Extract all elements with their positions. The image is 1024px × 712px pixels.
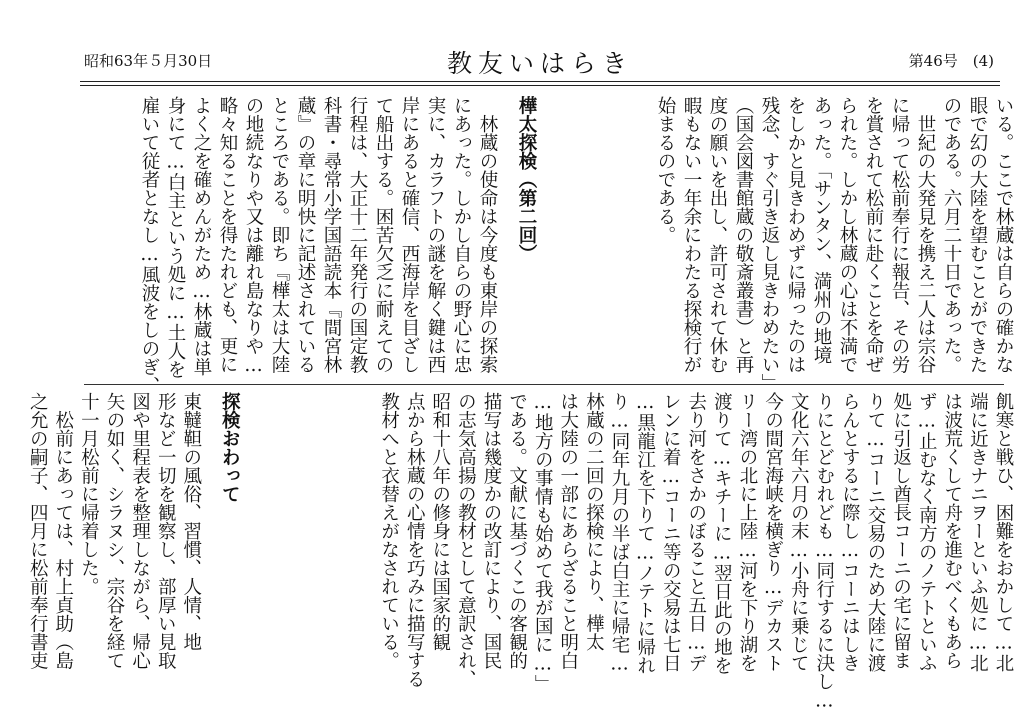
issue-date: 昭和63年５月30日: [84, 52, 213, 70]
section2-text-line: 矢の如く、シラヌシ、宗谷を経て: [104, 392, 125, 670]
section2-text-line: 松前にあっては、村上貞助（島: [52, 392, 74, 670]
lower-right-text-line: は大陸の一部にあらざること明白: [557, 392, 579, 670]
lower-right-text-line: である。文献に基づくこの客観的: [506, 392, 528, 670]
section1-text-line: にあった。しかし自らの野心に忠: [451, 96, 472, 374]
lower-right-text-line: り…同年九月の半ば白主に帰宅…: [609, 392, 630, 675]
upper-right-text-line: を賞されて松前に赴くことを命ぜ: [863, 96, 884, 374]
lower-right-text-line: ず…止むなく南方のノテトといふ: [916, 392, 938, 672]
upper-right-text-line: 度の願いを出し、許可されて休む: [707, 96, 728, 374]
section1-text-line: 身にて…白主という処に…土人を: [165, 96, 186, 379]
section1-text-line: て船出する。困苦欠乏に耐えての: [373, 96, 394, 374]
upper-right-text-line: 暇もない一年余にわたる探検行が: [681, 96, 702, 374]
upper-right-text-line: 眼で幻の大陸を望むことができた: [967, 96, 988, 374]
lower-right-text-line: りにとどむれども…同行するに決し…: [813, 392, 835, 712]
lower-right-text-line: 処に引返し酋長コーニの宅に留ま: [890, 392, 912, 670]
upper-right-text-line: 世紀の大発見を携え二人は宗谷: [915, 96, 936, 374]
section1-text-line: 岸にあると確信、西海岸を目ざし: [399, 96, 420, 374]
page-header: [80, 44, 1000, 78]
section1-text-line: よく之を確めんがため…林蔵は単: [191, 96, 212, 376]
upper-right-text-line: に帰って松前奉行に報告、その労: [889, 96, 910, 374]
newsletter-title: 教友いはらき: [446, 49, 633, 78]
section1-text-line: ところである。即ち『樺太は大陸: [269, 96, 290, 374]
section2-text-line: 図や里程表を整理しながら、帰心: [129, 392, 151, 670]
upper-right-text-line: のである。六月二十日であった。: [941, 96, 962, 374]
upper-right-text-line: あった。「サンタン、満州の地境: [811, 96, 832, 365]
lower-right-text-line: 飢寒と戦ひ、困難をおかして…北: [993, 392, 1014, 672]
section1-text-line: 林蔵の使命は今度も東岸の探索: [477, 96, 498, 374]
header-rule-thin: [80, 85, 1000, 86]
section2-text-line: 東韃靼の風俗、習慣、人情、地: [180, 392, 202, 651]
lower-right-text-line: りて…コーニ交易のため大陸に渡: [865, 392, 886, 672]
section1-text-line: 略々知ることを得たれども、更に: [217, 96, 238, 374]
lower-right-text-line: 点から林蔵の心情を巧みに描写する: [404, 392, 426, 688]
upper-right-text-line: をしかと見きわめずに帰ったのは: [785, 96, 806, 374]
upper-right-text-line: られた。しかし林蔵の心は不満で: [837, 96, 858, 374]
lower-right-text-line: …黒龍江を下りて…ノテトに帰れ: [634, 392, 656, 675]
lower-right-text-line: 今の間宮海峡を横ぎり…デカスト: [762, 392, 784, 672]
section1-text-heading: 樺太探検（第二回）: [516, 96, 537, 263]
lower-right-text-line: 去り河をさかのぼること五日…デ: [685, 392, 707, 672]
lower-right-text-line: らんとするに際し…コーニはしき: [839, 392, 861, 672]
lower-right-text-line: 端に近きナニヲーといふ処に…北: [967, 392, 989, 672]
upper-right-text-line: （国会図書館蔵の敬斎叢書）と再: [733, 96, 754, 374]
section1-text-line: 科書・尋常小学国語読本『間宮林: [321, 96, 342, 374]
lower-right-text-line: 文化六年六月の末…小舟に乗じて: [788, 392, 810, 672]
lower-right-text-line: 林蔵の二回の探検により、樺太: [583, 392, 605, 651]
lower-right-text-line: の志気高揚の教材として意訳され、: [455, 392, 477, 688]
lower-right-text-line: は波荒くして舟を進むべくもあら: [941, 392, 963, 670]
section2-text-heading: 探検おわって: [219, 392, 241, 503]
section1-text-line: 行程は、大正十二年発行の国定教: [347, 96, 368, 374]
upper-right-text-line: 始まるのである。: [655, 96, 676, 244]
section1-text-line: 蔵』の章に明快に記述されている: [295, 96, 316, 374]
lower-right-text-line: …地方の事情も始めて我が国に…」: [532, 392, 554, 693]
lower-right-text-line: 描写は幾度かの改訂により、国民: [481, 392, 502, 670]
section2-text-line: 形など一切を観察し、部厚い見取: [155, 392, 177, 670]
section1-text-line: 実に、カラフトの謎を解く鍵は西: [425, 96, 446, 374]
lower-right-text-line: 昭和十八年の修身には国家的観: [429, 392, 451, 651]
lower-right-text-line: 教材へと衣替えがなされている。: [378, 392, 400, 670]
upper-right-text-line: 残念、すぐ引き返し見きわめたい」: [759, 96, 780, 392]
section1-text-line: 雇いて従者となし…風波をしのぎ、: [139, 96, 160, 395]
issue-number: 第46号 (4): [908, 52, 994, 70]
section2-text-line: 十一月松前に帰着した。: [78, 392, 100, 596]
lower-right-text-line: 渡りて…キチーに…翌日此の地を: [711, 392, 733, 675]
section1-text-line: の地続なりや又は離れ島なりや…: [243, 96, 264, 376]
upper-right-text-line: いる。ここで林蔵は自らの確かな: [993, 96, 1014, 374]
section2-text-line: 之允の嗣子、四月に松前奉行書吏: [27, 392, 49, 670]
header-rule: [80, 81, 1000, 82]
section-divider: [84, 384, 1004, 385]
lower-right-text-line: リー湾の北に上陸…河を下り湖を: [737, 392, 758, 672]
lower-right-text-line: レンに着…コーニ等の交易は七日: [660, 392, 682, 672]
